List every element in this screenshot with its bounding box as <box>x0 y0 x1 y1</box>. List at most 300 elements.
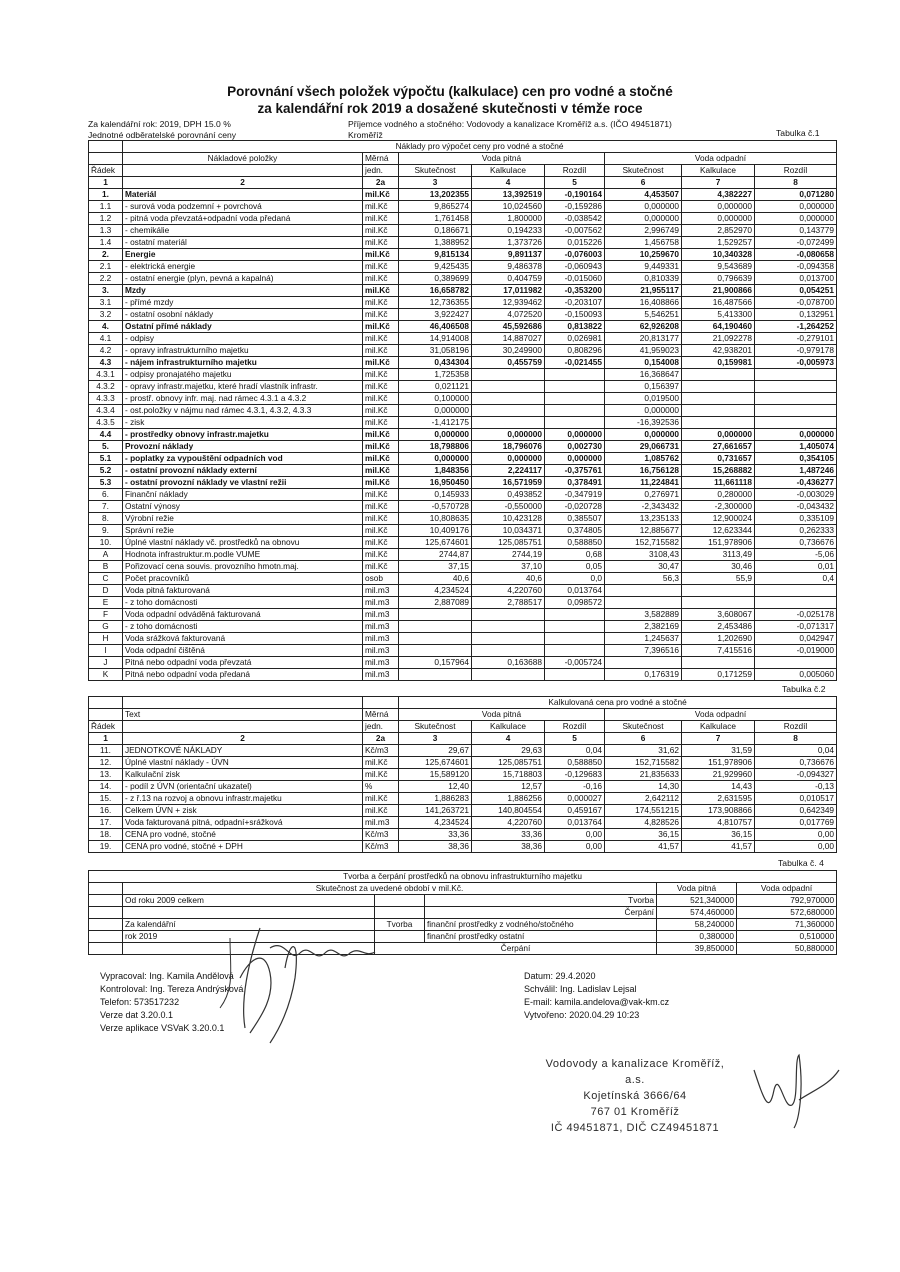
row-unit: mil.Kč <box>363 561 399 573</box>
value-cell: 0,385507 <box>545 513 605 525</box>
value-cell: 0,00 <box>755 829 837 841</box>
value-cell <box>755 405 837 417</box>
value-cell: 13,235133 <box>605 513 682 525</box>
value-cell: 62,926208 <box>605 321 682 333</box>
value-cell: 13,392519 <box>472 189 545 201</box>
value-cell: 4,810757 <box>682 817 755 829</box>
value-cell: 12,623344 <box>682 525 755 537</box>
value-cell: 10,340328 <box>682 249 755 261</box>
row-label: - podíl z ÚVN (orientační ukazatel) <box>123 781 363 793</box>
value-cell: 30,249900 <box>472 345 545 357</box>
row-unit: mil.m3 <box>363 657 399 669</box>
value-cell: 140,804554 <box>472 805 545 817</box>
row-unit: mil.Kč <box>363 793 399 805</box>
rozdil-header: Rozdíl <box>755 721 837 733</box>
value-cell: 0,389699 <box>399 273 472 285</box>
row-number: 2.1 <box>89 261 123 273</box>
value-cell: -0,021455 <box>545 357 605 369</box>
row-label: Počet pracovníků <box>123 573 363 585</box>
data-version: Verze dat 3.20.0.1 <box>100 1010 174 1020</box>
value-cell: 0,736676 <box>755 537 837 549</box>
value-cell: 0,736676 <box>755 757 837 769</box>
value-cell: 31,058196 <box>399 345 472 357</box>
row-unit: mil.Kč <box>363 393 399 405</box>
header-comparison: Jednotné odběratelské porovnání ceny <box>88 130 237 140</box>
row-unit: mil.Kč <box>363 805 399 817</box>
phone: Telefon: 573517232 <box>100 997 180 1007</box>
row-number: G <box>89 621 123 633</box>
row-label: - přímé mzdy <box>123 297 363 309</box>
value-cell: 12,939462 <box>472 297 545 309</box>
value-cell: 0,796639 <box>682 273 755 285</box>
column-index: 7 <box>682 733 755 745</box>
row-label: - z toho domácnosti <box>123 621 363 633</box>
value-cell: 0,005060 <box>755 669 837 681</box>
value-cell: 2,224117 <box>472 465 545 477</box>
value-cell: 0,154008 <box>605 357 682 369</box>
value-cell: 4,453507 <box>605 189 682 201</box>
value-cell: 30,46 <box>682 561 755 573</box>
value-cell: 12,40 <box>399 781 472 793</box>
value-cell: 29,67 <box>399 745 472 757</box>
row-number: K <box>89 669 123 681</box>
table-row <box>89 441 837 453</box>
value-cell: 36,15 <box>682 829 755 841</box>
value-cell: 31,62 <box>605 745 682 757</box>
value-cell: 0,588850 <box>545 537 605 549</box>
value-cell: 151,978906 <box>682 757 755 769</box>
unit-header2: jedn. <box>363 721 399 733</box>
row-unit: mil.Kč <box>363 261 399 273</box>
value-cell: -0,094358 <box>755 261 837 273</box>
table4-sub-header: Skutečnost za uvedené období v mil.Kč. <box>123 883 657 895</box>
value-cell: 2,996749 <box>605 225 682 237</box>
row-number: 3. <box>89 285 123 297</box>
value-cell: 0,098572 <box>545 597 605 609</box>
app-version: Verze aplikace VSVaK 3.20.0.1 <box>100 1023 225 1033</box>
value-cell: 0,808296 <box>545 345 605 357</box>
row-number: A <box>89 549 123 561</box>
table-row <box>89 345 837 357</box>
row-number: I <box>89 645 123 657</box>
value-cell: 2,453486 <box>682 621 755 633</box>
value-cell <box>755 417 837 429</box>
value-cell: 11,661118 <box>682 477 755 489</box>
value-cell: 1,373726 <box>472 237 545 249</box>
row-number: B <box>89 561 123 573</box>
value-cell: -2,300000 <box>682 501 755 513</box>
header-recipient-city: Kroměříž <box>348 130 383 140</box>
stamp-line: Kojetínská 3666/64 <box>583 1090 687 1102</box>
row-label: - opravy infrastrukturního majetku <box>123 345 363 357</box>
value-cell: 0,04 <box>755 745 837 757</box>
kalk-header: Kalkulace <box>682 721 755 733</box>
row-unit: Kč/m3 <box>363 829 399 841</box>
value-cell: 0,159981 <box>682 357 755 369</box>
value-cell: 38,36 <box>399 841 472 853</box>
row-label: - zisk <box>123 417 363 429</box>
value-cell: 3,922427 <box>399 309 472 321</box>
cell: 0,510000 <box>737 931 837 943</box>
row-label: - elektrická energie <box>123 261 363 273</box>
value-cell: -0,005973 <box>755 357 837 369</box>
cell: 572,680000 <box>737 907 837 919</box>
value-cell: -0,550000 <box>472 501 545 513</box>
costs-table <box>88 140 837 681</box>
since-2009: Od roku 2009 celkem <box>123 895 375 907</box>
table-row <box>89 189 837 201</box>
value-cell: 14,914008 <box>399 333 472 345</box>
value-cell: 2,788517 <box>472 597 545 609</box>
row-number: 12. <box>89 757 123 769</box>
table-row <box>89 465 837 477</box>
value-cell: 5,546251 <box>605 309 682 321</box>
approved-by: Schválil: Ing. Ladislav Lejsal <box>524 984 637 994</box>
value-cell: 0,642349 <box>755 805 837 817</box>
column-index: 2a <box>363 733 399 745</box>
value-cell: 1,800000 <box>472 213 545 225</box>
row-label: - prostředky obnovy infrastr.majetku <box>123 429 363 441</box>
value-cell <box>682 393 755 405</box>
row-label: - z toho domácnosti <box>123 597 363 609</box>
table-row <box>89 657 837 669</box>
column-index: 5 <box>545 733 605 745</box>
row-unit: mil.Kč <box>363 249 399 261</box>
table-row <box>89 513 837 525</box>
value-cell: 0,054251 <box>755 285 837 297</box>
value-cell: 2,382169 <box>605 621 682 633</box>
value-cell: 1,886256 <box>472 793 545 805</box>
value-cell: -0,025178 <box>755 609 837 621</box>
skut-header: Skutečnost <box>399 165 472 177</box>
value-cell: -0,16 <box>545 781 605 793</box>
column-index: 4 <box>472 177 545 189</box>
stamp-line: Vodovody a kanalizace Kroměříž, a.s. <box>545 1058 725 1086</box>
value-cell: 42,938201 <box>682 345 755 357</box>
table-row <box>89 369 837 381</box>
value-cell <box>682 597 755 609</box>
table-row <box>89 393 837 405</box>
value-cell: 151,978906 <box>682 537 755 549</box>
value-cell: 0,000000 <box>755 201 837 213</box>
row-label: Finanční náklady <box>123 489 363 501</box>
value-cell: 4,220760 <box>472 585 545 597</box>
row-label: - ost.položky v nájmu nad rámec 4.3.1, 4.3.2, 4.3.3 <box>123 405 363 417</box>
value-cell: 16,950450 <box>399 477 472 489</box>
row-unit: mil.Kč <box>363 549 399 561</box>
row-label: Správní režie <box>123 525 363 537</box>
value-cell: -0,347919 <box>545 489 605 501</box>
value-cell: 1,761458 <box>399 213 472 225</box>
value-cell: 1,388952 <box>399 237 472 249</box>
row-number: 4.3.3 <box>89 393 123 405</box>
value-cell: 0,000000 <box>682 213 755 225</box>
row-number: 15. <box>89 793 123 805</box>
row-label: - prostř. obnovy infr. maj. nad rámec 4.3.1 a 4.3.2 <box>123 393 363 405</box>
row-unit: mil.Kč <box>363 357 399 369</box>
column-index: 8 <box>755 733 837 745</box>
row-number: 4.3.5 <box>89 417 123 429</box>
value-cell: 0,000000 <box>682 201 755 213</box>
value-cell: 0,00 <box>545 841 605 853</box>
value-cell: 30,47 <box>605 561 682 573</box>
value-cell: 16,658782 <box>399 285 472 297</box>
corner-cell <box>89 141 123 153</box>
value-cell: 41,959023 <box>605 345 682 357</box>
row-label: Výrobní režie <box>123 513 363 525</box>
value-cell: 0,01 <box>755 561 837 573</box>
row-label: - poplatky za vypouštění odpadních vod <box>123 453 363 465</box>
table-row <box>89 309 837 321</box>
table-row <box>89 841 837 853</box>
cell: 50,880000 <box>737 943 837 955</box>
table-row <box>89 793 837 805</box>
row-label: Provozní náklady <box>123 441 363 453</box>
value-cell: 0,194233 <box>472 225 545 237</box>
price-table <box>88 696 837 853</box>
row-number: 11. <box>89 745 123 757</box>
row-unit: mil.Kč <box>363 537 399 549</box>
row-number: 8. <box>89 513 123 525</box>
value-cell <box>755 393 837 405</box>
column-index: 6 <box>605 733 682 745</box>
value-cell: 0,000000 <box>605 213 682 225</box>
value-cell: 0,276971 <box>605 489 682 501</box>
value-cell: 1,202690 <box>682 633 755 645</box>
value-cell <box>472 609 545 621</box>
value-cell: 0,000000 <box>545 429 605 441</box>
value-cell: 36,15 <box>605 829 682 841</box>
column-index: 2a <box>363 177 399 189</box>
value-cell: 1,456758 <box>605 237 682 249</box>
row-unit: mil.Kč <box>363 501 399 513</box>
value-cell: -0,005724 <box>545 657 605 669</box>
value-cell: -0,094327 <box>755 769 837 781</box>
value-cell: 38,36 <box>472 841 545 853</box>
value-cell: 4,234524 <box>399 817 472 829</box>
row-unit: mil.m3 <box>363 633 399 645</box>
value-cell: 29,066731 <box>605 441 682 453</box>
kalk-header: Kalkulace <box>472 721 545 733</box>
value-cell: -0,159286 <box>545 201 605 213</box>
value-cell <box>755 585 837 597</box>
value-cell: 0,042947 <box>755 633 837 645</box>
value-cell: 0,156397 <box>605 381 682 393</box>
cell: 39,850000 <box>657 943 737 955</box>
value-cell: 0,813822 <box>545 321 605 333</box>
value-cell <box>682 405 755 417</box>
table-row <box>89 769 837 781</box>
value-cell: 1,487246 <box>755 465 837 477</box>
value-cell: 152,715582 <box>605 757 682 769</box>
value-cell: -0,080658 <box>755 249 837 261</box>
value-cell: 1,886283 <box>399 793 472 805</box>
row-number: D <box>89 585 123 597</box>
value-cell: 0,04 <box>545 745 605 757</box>
table1-group-header: Náklady pro výpočet ceny pro vodné a stočné <box>123 141 837 153</box>
table-row <box>89 561 837 573</box>
row-number: C <box>89 573 123 585</box>
table-row <box>89 805 837 817</box>
value-cell <box>399 669 472 681</box>
table-row <box>89 757 837 769</box>
value-cell: 0,378491 <box>545 477 605 489</box>
value-cell: 4,234524 <box>399 585 472 597</box>
row-label: - ostatní materiál <box>123 237 363 249</box>
table-row <box>89 285 837 297</box>
value-cell: -0,190164 <box>545 189 605 201</box>
value-cell <box>545 405 605 417</box>
kalk-header: Kalkulace <box>682 165 755 177</box>
value-cell: 173,908866 <box>682 805 755 817</box>
row-unit: mil.Kč <box>363 757 399 769</box>
value-cell: 0,000000 <box>399 453 472 465</box>
value-cell: 0,000000 <box>755 429 837 441</box>
value-cell: -0,279101 <box>755 333 837 345</box>
value-cell: 0,171259 <box>682 669 755 681</box>
row-number: 9. <box>89 525 123 537</box>
value-cell: -0,007562 <box>545 225 605 237</box>
value-cell: 0,493852 <box>472 489 545 501</box>
value-cell: 0,000000 <box>472 453 545 465</box>
value-cell: 4,220760 <box>472 817 545 829</box>
value-cell: 2,642112 <box>605 793 682 805</box>
value-cell: 0,000000 <box>605 429 682 441</box>
row-label: Kalkulační zisk <box>123 769 363 781</box>
value-cell <box>605 657 682 669</box>
value-cell: 0,000000 <box>605 405 682 417</box>
value-cell: 0,374805 <box>545 525 605 537</box>
table-row <box>89 417 837 429</box>
fin-vs-label: finanční prostředky z vodného/stočného <box>425 919 657 931</box>
value-cell: 0,100000 <box>399 393 472 405</box>
row-number: 4.1 <box>89 333 123 345</box>
row-number: 4.2 <box>89 345 123 357</box>
value-cell <box>682 657 755 669</box>
value-cell: 141,263721 <box>399 805 472 817</box>
row-number: 1. <box>89 189 123 201</box>
value-cell: 9,891137 <box>472 249 545 261</box>
value-cell: -0,003029 <box>755 489 837 501</box>
value-cell: 7,396516 <box>605 645 682 657</box>
email: E-mail: kamila.andelova@vak-km.cz <box>524 997 670 1007</box>
row-unit: mil.Kč <box>363 417 399 429</box>
value-cell <box>545 381 605 393</box>
table1-label: Tabulka č.1 <box>776 128 820 138</box>
value-cell: 9,815134 <box>399 249 472 261</box>
row-label: CENA pro vodné, stočné <box>123 829 363 841</box>
value-cell <box>472 405 545 417</box>
row-number: 10. <box>89 537 123 549</box>
row-number: 13. <box>89 769 123 781</box>
value-cell: 152,715582 <box>605 537 682 549</box>
signature-approved <box>744 1050 844 1130</box>
value-cell <box>472 417 545 429</box>
row-label: - ostatní provozní náklady externí <box>123 465 363 477</box>
table-row <box>89 525 837 537</box>
value-cell: 55,9 <box>682 573 755 585</box>
value-cell: 0,68 <box>545 549 605 561</box>
value-cell: 2,852970 <box>682 225 755 237</box>
value-cell: 0,000027 <box>545 793 605 805</box>
value-cell <box>755 369 837 381</box>
row-label: Mzdy <box>123 285 363 297</box>
row-number: 5.3 <box>89 477 123 489</box>
value-cell: -0,979178 <box>755 345 837 357</box>
value-cell: 45,592686 <box>472 321 545 333</box>
cerpani-label: Čerpání <box>375 943 657 955</box>
value-cell: 5,413300 <box>682 309 755 321</box>
prepared-by: Vypracoval: Ing. Kamila Andělová <box>100 971 234 981</box>
value-cell: 0,176319 <box>605 669 682 681</box>
value-cell: 125,085751 <box>472 537 545 549</box>
footer-right <box>524 970 669 1022</box>
row-label: Pitná nebo odpadní voda převzatá <box>123 657 363 669</box>
value-cell: 29,63 <box>472 745 545 757</box>
value-cell: 9,425435 <box>399 261 472 273</box>
column-index: 6 <box>605 177 682 189</box>
row-number: 2.2 <box>89 273 123 285</box>
table-row <box>89 645 837 657</box>
value-cell: 4,382227 <box>682 189 755 201</box>
row-label: - pitná voda převzatá+odpadní voda předaná <box>123 213 363 225</box>
column-index: 4 <box>472 733 545 745</box>
value-cell <box>682 369 755 381</box>
row-number: 4.3 <box>89 357 123 369</box>
value-cell: 9,449331 <box>605 261 682 273</box>
row-number: 3.2 <box>89 309 123 321</box>
row-label: Hodnota infrastruktur.m.podle VUME <box>123 549 363 561</box>
column-index: 3 <box>399 177 472 189</box>
row-label: Ostatní přímé náklady <box>123 321 363 333</box>
table4-group-header: Tvorba a čerpání prostředků na obnovu infrastrukturního majetku <box>89 871 837 883</box>
value-cell: -0,060943 <box>545 261 605 273</box>
row-number: 4.3.2 <box>89 381 123 393</box>
value-cell: 21,929960 <box>682 769 755 781</box>
value-cell: 3113,49 <box>682 549 755 561</box>
value-cell: -0,043432 <box>755 501 837 513</box>
value-cell: 0,157964 <box>399 657 472 669</box>
table-row <box>89 489 837 501</box>
odpadni-header: Voda odpadní <box>605 709 837 721</box>
value-cell <box>545 633 605 645</box>
row-number: 14. <box>89 781 123 793</box>
value-cell: 0,021121 <box>399 381 472 393</box>
value-cell: 0,186671 <box>399 225 472 237</box>
row-unit: mil.Kč <box>363 477 399 489</box>
table-row <box>89 477 837 489</box>
value-cell: -16,392536 <box>605 417 682 429</box>
row-unit: mil.Kč <box>363 213 399 225</box>
row-unit: mil.Kč <box>363 465 399 477</box>
pitna-header: Voda pitná <box>657 883 737 895</box>
radek-header: Řádek <box>89 721 123 733</box>
row-number: F <box>89 609 123 621</box>
pitna-header: Voda pitná <box>399 153 605 165</box>
fin-ost-label: finanční prostředky ostatní <box>425 931 657 943</box>
value-cell: -0,203107 <box>545 297 605 309</box>
value-cell: 12,736355 <box>399 297 472 309</box>
table-row <box>89 501 837 513</box>
odpadni-header: Voda odpadní <box>737 883 837 895</box>
value-cell: 0,163688 <box>472 657 545 669</box>
value-cell <box>472 369 545 381</box>
row-label: - odpisy <box>123 333 363 345</box>
value-cell: 64,190460 <box>682 321 755 333</box>
value-cell: 40,6 <box>472 573 545 585</box>
value-cell: -5,06 <box>755 549 837 561</box>
value-cell: 2744,19 <box>472 549 545 561</box>
